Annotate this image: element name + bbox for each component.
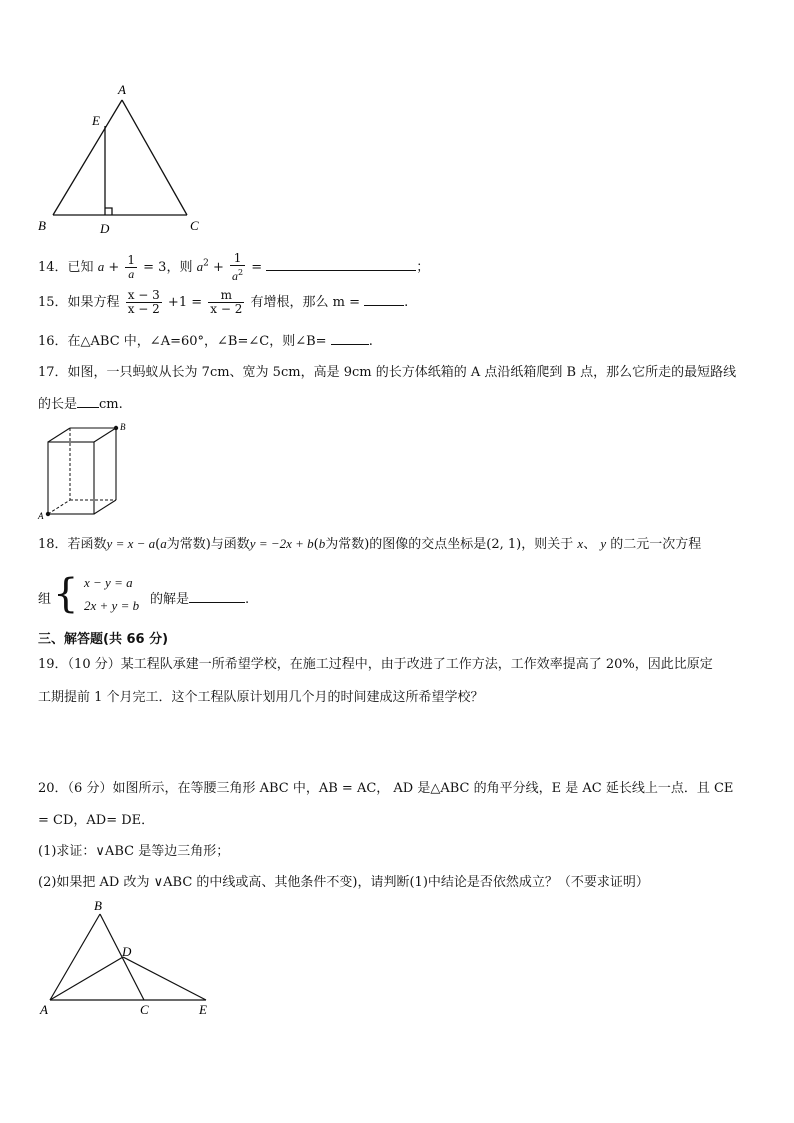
label-B: B [38,218,46,233]
label-C: C [190,218,199,233]
answer-blank-14[interactable] [266,258,416,271]
label-A: A [40,1002,48,1017]
question-14: 14．已知 a + $\frac{1}{a}$ = 3，则 $a^2$ + $\frac{1}{a^2}$ = ； [38,251,430,283]
label-D: D [122,944,132,959]
answer-blank-16[interactable] [331,332,369,345]
triangle-figure-2 [34,896,224,1021]
answer-blank-18[interactable] [189,590,245,603]
label-B: B [120,422,126,432]
label-C: C [140,1002,149,1017]
label-B: B [94,898,102,913]
answer-blank-17[interactable] [77,395,99,408]
question-20-line-4: (2)如果把 AD 改为 ∨ABC 的中线或高、其他条件不变)，请判断(1)中结论是否依然成立？（不要求证明） [38,875,649,890]
question-19-line-2: 工期提前 1 个月完工．这个工程队原计划用几个月的时间建成这所希望学校？ [38,690,484,705]
label-A: A [38,511,44,521]
question-20-line-2: = CD，AD= DE． [38,813,155,828]
question-18-line-2: 组 { x − y = a 2x + y = b 的解是 . [38,571,250,617]
question-15: 15．如果方程 $\frac{x - 3}{x - 2}$ +1 = $\frac{m}{x - 2}$ 有增根，那么 m = . [38,288,409,316]
question-19-line-1: 19．（10 分）某工程队承建一所希望学校，在施工过程中，由于改进了工作方法，工作效率提高了 20%，因此比原定 [38,657,713,672]
section-heading: 三、解答题(共 66 分) [38,632,169,647]
label-A: A [118,82,126,97]
question-20-line-1: 20．（6 分）如图所示，在等腰三角形 ABC 中，AB = AC， AD 是△ABC 的角平分线，E 是 AC 延长线上一点．且 CE [38,781,734,796]
question-18-line-1: 18．若函数y = x − a(a为常数)与函数y = −2x + b(b为常数)的图像的交点坐标是(2, 1)，则关于 x、 y 的二元一次方程 [38,536,702,552]
label-E: E [92,113,100,128]
label-E: E [199,1002,207,1017]
label-D: D [100,221,110,236]
question-20-line-3: (1)求证：∨ABC 是等边三角形； [38,844,230,859]
question-16: 16．在△ABC 中，∠A=60°，∠B=∠C，则∠B= . [38,334,373,349]
question-17-line-1: 17．如图，一只蚂蚁从长为 7cm、宽为 5cm，高是 9cm 的长方体纸箱的 A 点沿纸箱爬到 B 点，那么它所走的最短路线 [38,365,737,380]
triangle-figure-1 [30,80,220,240]
question-17-line-2: 的长是 cm. [38,397,123,412]
answer-blank-15[interactable] [364,293,404,306]
cuboid-figure [34,422,144,522]
